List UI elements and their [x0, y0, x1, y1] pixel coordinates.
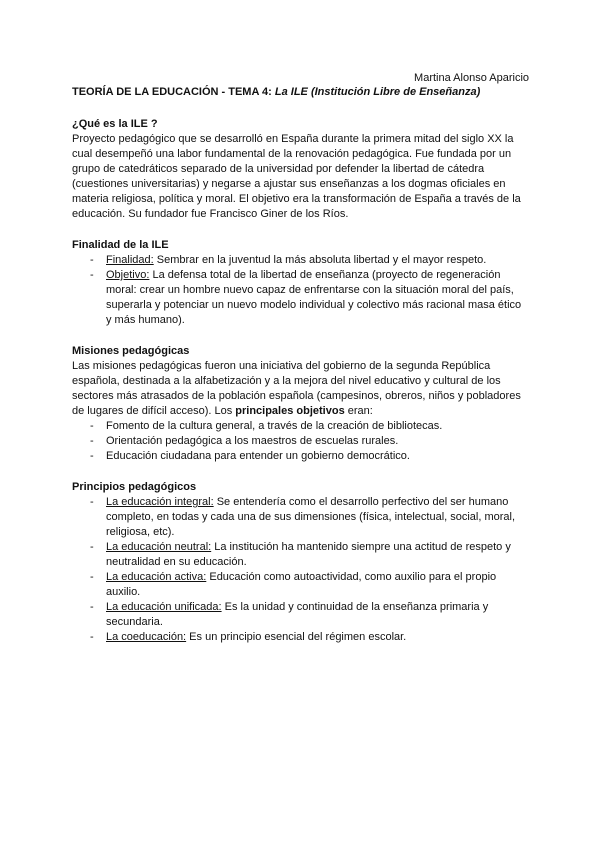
bullet-dash: - — [90, 254, 94, 266]
item-text: Es la unidad y continuidad de la enseñanza primaria y secundaria. — [106, 601, 489, 628]
section-heading-principios: Principios pedagógicos — [72, 481, 197, 493]
item-label: Objetivo: — [106, 269, 150, 281]
document-title — [72, 85, 528, 100]
list-item — [72, 434, 528, 449]
misiones-objetivos-list — [72, 419, 528, 464]
item-text: La defensa total de la libertad de enseñanza (proyecto de regeneración moral: crear un hombre nuevo capaz de enfrentarse con la situación moral del país, superarla y potenciar un nuevo modelo individual y colectivo más racional masa ético y más humano). — [106, 269, 522, 326]
item-label: Finalidad: — [106, 254, 154, 266]
principios-list — [72, 495, 528, 645]
item-label: La educación activa: — [106, 571, 207, 583]
section-heading-misiones: Misiones pedagógicas — [72, 345, 190, 357]
item-label: La coeducación: — [106, 631, 187, 643]
item-text: Es un principio esencial del régimen escolar. — [186, 631, 407, 643]
list-item — [72, 449, 528, 464]
bullet-dash: - — [90, 450, 94, 462]
item-label: La educación integral: — [106, 496, 214, 508]
bullet-dash: - — [90, 435, 94, 447]
paragraph-bold: principales objetivos — [235, 405, 345, 417]
bullet-dash: - — [90, 420, 94, 432]
title-emphasis: La ILE (Institución Libre de Enseñanza) — [274, 86, 481, 98]
list-item — [72, 419, 528, 434]
bullet-dash: - — [90, 631, 94, 643]
item-label: La educación neutral: — [106, 541, 212, 553]
finalidad-list — [72, 253, 528, 328]
section-paragraph-que-es: Proyecto pedagógico que se desarrolló en España durante la primera mitad del siglo XX la cual desempeñó una labor fundamental de la renovación pedagógica. Fue fundada por un grupo de catedráticos separado de la universidad por defender la libertad de cátedra (cuestiones universitarias) y negarse a ajustar sus enseñanzas a los dogmas oficiales en materia religiosa, política y moral. El objetivo era la transformación de España a través de la educación. Su fundador fue Francisco Giner de los Ríos. — [72, 133, 521, 220]
document-body — [72, 85, 528, 645]
item-text: Sembrar en la juventud la más absoluta libertad y el mayor respeto. — [153, 254, 487, 266]
item-text: Educación ciudadana para entender un gobierno democrático. — [106, 450, 410, 462]
bullet-dash: - — [90, 269, 94, 281]
item-text: Educación como autoactividad, como auxilio para el propio auxilio. — [106, 571, 497, 598]
item-text: Se entendería como el desarrollo perfectivo del ser humano completo, en todas y cada una de sus dimensiones (física, intelectual, social, moral, religiosa, etc). — [106, 496, 516, 538]
list-item — [72, 540, 528, 570]
item-text: Fomento de la cultura general, a través de la creación de bibliotecas. — [106, 420, 443, 432]
item-label: La educación unificada: — [106, 601, 222, 613]
title-prefix: TEORÍA DE LA EDUCACIÓN - TEMA 4: — [72, 86, 275, 98]
bullet-dash: - — [90, 541, 94, 553]
paragraph-text-end: eran: — [344, 405, 373, 417]
section-heading-que-es: ¿Qué es la ILE ? — [72, 118, 158, 130]
item-text: La institución ha mantenido siempre una actitud de respeto y neutralidad en su educación. — [106, 541, 511, 568]
section-heading-finalidad: Finalidad de la ILE — [72, 239, 169, 251]
bullet-dash: - — [90, 571, 94, 583]
item-text: Orientación pedagógica a los maestros de escuelas rurales. — [106, 435, 399, 447]
list-item — [72, 570, 528, 600]
section-paragraph-misiones — [72, 359, 528, 419]
list-item — [72, 495, 528, 540]
author-name: Martina Alonso Aparicio — [414, 72, 529, 84]
bullet-dash: - — [90, 496, 94, 508]
paragraph-text: Las misiones pedagógicas fueron una iniciativa del gobierno de la segunda República española, destinada a la alfabetización y a la mejora del nivel educativo y cultural de los sectores más atrasados de la población española (campesinos, obreros, niños y pobladores de lugares de difícil acceso). Los — [72, 360, 521, 417]
list-item — [72, 268, 528, 328]
bullet-dash: - — [90, 601, 94, 613]
list-item — [72, 630, 528, 645]
list-item — [72, 253, 528, 268]
list-item — [72, 600, 528, 630]
